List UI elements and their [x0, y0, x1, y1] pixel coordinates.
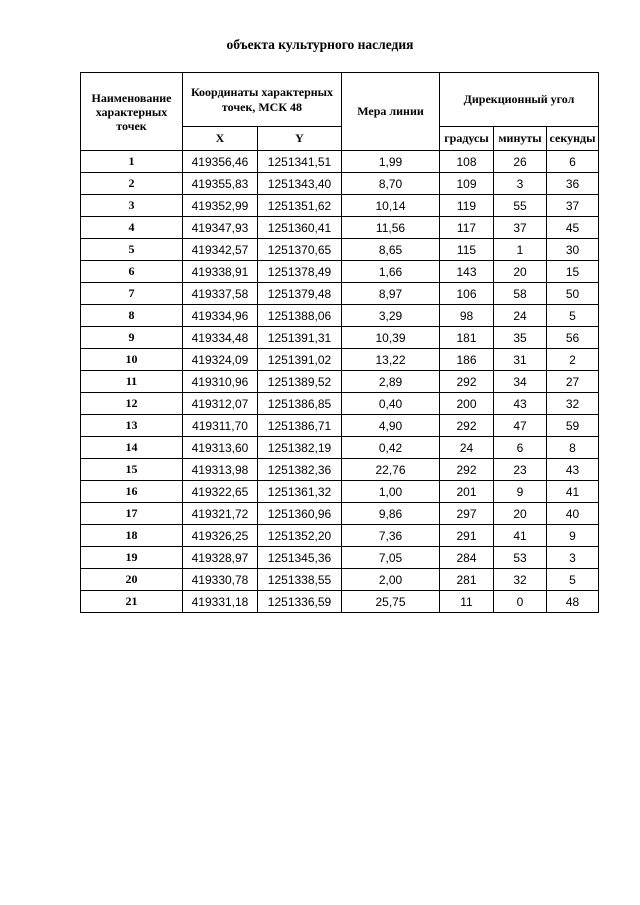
- table-row: [81, 151, 599, 173]
- cell-x: 419328,97: [183, 547, 258, 569]
- cell-minutes: 32: [494, 569, 547, 591]
- cell-minutes: 41: [494, 525, 547, 547]
- cell-seconds: 3: [547, 547, 599, 569]
- table-row: [81, 503, 599, 525]
- cell-line-measure: 7,36: [342, 525, 440, 547]
- cell-x: 419334,96: [183, 305, 258, 327]
- cell-minutes: 20: [494, 503, 547, 525]
- cell-degrees: 292: [440, 459, 494, 481]
- cell-x: 419352,99: [183, 195, 258, 217]
- cell-degrees: 106: [440, 283, 494, 305]
- cell-line-measure: 1,66: [342, 261, 440, 283]
- cell-x: 419334,48: [183, 327, 258, 349]
- cell-minutes: 6: [494, 437, 547, 459]
- cell-seconds: 37: [547, 195, 599, 217]
- cell-minutes: 58: [494, 283, 547, 305]
- cell-minutes: 20: [494, 261, 547, 283]
- table-row: [81, 547, 599, 569]
- cell-y: 1251360,96: [258, 503, 342, 525]
- cell-seconds: 6: [547, 151, 599, 173]
- cell-point-number: 1: [81, 151, 183, 173]
- table-row: [81, 437, 599, 459]
- cell-x: 419337,58: [183, 283, 258, 305]
- table-header: [81, 73, 599, 151]
- cell-x: 419324,09: [183, 349, 258, 371]
- cell-y: 1251386,85: [258, 393, 342, 415]
- cell-point-number: 11: [81, 371, 183, 393]
- cell-y: 1251370,65: [258, 239, 342, 261]
- cell-y: 1251379,48: [258, 283, 342, 305]
- cell-degrees: 181: [440, 327, 494, 349]
- cell-point-number: 19: [81, 547, 183, 569]
- cell-minutes: 3: [494, 173, 547, 195]
- cell-seconds: 50: [547, 283, 599, 305]
- cell-line-measure: 7,05: [342, 547, 440, 569]
- cell-line-measure: 2,89: [342, 371, 440, 393]
- cell-minutes: 26: [494, 151, 547, 173]
- cell-seconds: 36: [547, 173, 599, 195]
- cell-degrees: 186: [440, 349, 494, 371]
- cell-point-number: 21: [81, 591, 183, 613]
- cell-x: 419312,07: [183, 393, 258, 415]
- cell-line-measure: 9,86: [342, 503, 440, 525]
- cell-seconds: 43: [547, 459, 599, 481]
- cell-line-measure: 10,39: [342, 327, 440, 349]
- cell-degrees: 108: [440, 151, 494, 173]
- table-row: [81, 415, 599, 437]
- cell-y: 1251345,36: [258, 547, 342, 569]
- cell-x: 419313,60: [183, 437, 258, 459]
- cell-point-number: 8: [81, 305, 183, 327]
- cell-y: 1251343,40: [258, 173, 342, 195]
- cell-y: 1251361,32: [258, 481, 342, 503]
- cell-point-number: 13: [81, 415, 183, 437]
- cell-minutes: 24: [494, 305, 547, 327]
- cell-seconds: 45: [547, 217, 599, 239]
- cell-line-measure: 0,40: [342, 393, 440, 415]
- table-body: [81, 151, 599, 613]
- cell-minutes: 0: [494, 591, 547, 613]
- cell-degrees: 98: [440, 305, 494, 327]
- cell-y: 1251389,52: [258, 371, 342, 393]
- cell-point-number: 4: [81, 217, 183, 239]
- cell-minutes: 37: [494, 217, 547, 239]
- header-degrees: градусы: [440, 127, 494, 151]
- page-title: объекта культурного наследия: [226, 37, 414, 52]
- cell-degrees: 292: [440, 415, 494, 437]
- cell-x: 419311,70: [183, 415, 258, 437]
- cell-y: 1251336,59: [258, 591, 342, 613]
- cell-minutes: 23: [494, 459, 547, 481]
- cell-y: 1251386,71: [258, 415, 342, 437]
- table-row: [81, 349, 599, 371]
- cell-point-number: 3: [81, 195, 183, 217]
- cell-degrees: 201: [440, 481, 494, 503]
- cell-y: 1251378,49: [258, 261, 342, 283]
- cell-x: 419322,65: [183, 481, 258, 503]
- cell-line-measure: 3,29: [342, 305, 440, 327]
- cell-x: 419313,98: [183, 459, 258, 481]
- cell-line-measure: 8,65: [342, 239, 440, 261]
- cell-minutes: 34: [494, 371, 547, 393]
- cell-line-measure: 4,90: [342, 415, 440, 437]
- cell-point-number: 12: [81, 393, 183, 415]
- header-x: X: [183, 127, 258, 151]
- cell-point-number: 9: [81, 327, 183, 349]
- cell-minutes: 35: [494, 327, 547, 349]
- cell-line-measure: 0,42: [342, 437, 440, 459]
- cell-point-number: 6: [81, 261, 183, 283]
- cell-minutes: 43: [494, 393, 547, 415]
- cell-y: 1251382,36: [258, 459, 342, 481]
- cell-y: 1251391,02: [258, 349, 342, 371]
- cell-point-number: 5: [81, 239, 183, 261]
- cell-line-measure: 13,22: [342, 349, 440, 371]
- cell-line-measure: 25,75: [342, 591, 440, 613]
- cell-x: 419356,46: [183, 151, 258, 173]
- cell-minutes: 53: [494, 547, 547, 569]
- cell-seconds: 32: [547, 393, 599, 415]
- table-row: [81, 239, 599, 261]
- cell-point-number: 14: [81, 437, 183, 459]
- cell-seconds: 2: [547, 349, 599, 371]
- cell-point-number: 20: [81, 569, 183, 591]
- table-row: [81, 283, 599, 305]
- cell-y: 1251341,51: [258, 151, 342, 173]
- cell-line-measure: 2,00: [342, 569, 440, 591]
- cell-y: 1251382,19: [258, 437, 342, 459]
- cell-degrees: 143: [440, 261, 494, 283]
- cell-line-measure: 22,76: [342, 459, 440, 481]
- header-line-measure: Мера линии: [342, 73, 440, 151]
- cell-seconds: 8: [547, 437, 599, 459]
- cell-point-number: 16: [81, 481, 183, 503]
- header-direction-angle: Дирекционный угол: [440, 73, 599, 127]
- cell-x: 419310,96: [183, 371, 258, 393]
- cell-line-measure: 8,70: [342, 173, 440, 195]
- table-row: [81, 327, 599, 349]
- table-row: [81, 481, 599, 503]
- cell-degrees: 284: [440, 547, 494, 569]
- cell-y: 1251352,20: [258, 525, 342, 547]
- cell-seconds: 27: [547, 371, 599, 393]
- header-seconds: секунды: [547, 127, 599, 151]
- header-coordinates: Координаты характерных точек, МСК 48: [183, 73, 342, 127]
- cell-line-measure: 1,99: [342, 151, 440, 173]
- cell-degrees: 291: [440, 525, 494, 547]
- table-row: [81, 173, 599, 195]
- cell-degrees: 200: [440, 393, 494, 415]
- cell-x: 419342,57: [183, 239, 258, 261]
- header-y: Y: [258, 127, 342, 151]
- cell-y: 1251360,41: [258, 217, 342, 239]
- cell-degrees: 117: [440, 217, 494, 239]
- cell-x: 419330,78: [183, 569, 258, 591]
- cell-seconds: 30: [547, 239, 599, 261]
- cell-y: 1251391,31: [258, 327, 342, 349]
- cell-degrees: 11: [440, 591, 494, 613]
- cell-x: 419321,72: [183, 503, 258, 525]
- table-row: [81, 261, 599, 283]
- cell-degrees: 297: [440, 503, 494, 525]
- cell-degrees: 115: [440, 239, 494, 261]
- table-row: [81, 195, 599, 217]
- cell-minutes: 47: [494, 415, 547, 437]
- cell-seconds: 40: [547, 503, 599, 525]
- cell-x: 419347,93: [183, 217, 258, 239]
- coordinates-table: [80, 72, 599, 613]
- cell-x: 419338,91: [183, 261, 258, 283]
- cell-minutes: 31: [494, 349, 547, 371]
- cell-x: 419355,83: [183, 173, 258, 195]
- cell-point-number: 18: [81, 525, 183, 547]
- table-row: [81, 217, 599, 239]
- cell-point-number: 7: [81, 283, 183, 305]
- cell-degrees: 292: [440, 371, 494, 393]
- table-row: [81, 305, 599, 327]
- cell-seconds: 41: [547, 481, 599, 503]
- cell-x: 419331,18: [183, 591, 258, 613]
- cell-minutes: 1: [494, 239, 547, 261]
- cell-seconds: 48: [547, 591, 599, 613]
- cell-minutes: 55: [494, 195, 547, 217]
- cell-seconds: 9: [547, 525, 599, 547]
- cell-seconds: 59: [547, 415, 599, 437]
- cell-y: 1251388,06: [258, 305, 342, 327]
- cell-point-number: 2: [81, 173, 183, 195]
- cell-seconds: 5: [547, 305, 599, 327]
- cell-x: 419326,25: [183, 525, 258, 547]
- cell-y: 1251338,55: [258, 569, 342, 591]
- header-minutes: минуты: [494, 127, 547, 151]
- header-point-name: Наименование характерных точек: [81, 73, 183, 151]
- table-row: [81, 525, 599, 547]
- cell-minutes: 9: [494, 481, 547, 503]
- cell-degrees: 119: [440, 195, 494, 217]
- cell-line-measure: 10,14: [342, 195, 440, 217]
- cell-degrees: 281: [440, 569, 494, 591]
- cell-line-measure: 11,56: [342, 217, 440, 239]
- cell-degrees: 24: [440, 437, 494, 459]
- table-row: [81, 393, 599, 415]
- cell-line-measure: 1,00: [342, 481, 440, 503]
- cell-degrees: 109: [440, 173, 494, 195]
- cell-point-number: 15: [81, 459, 183, 481]
- cell-line-measure: 8,97: [342, 283, 440, 305]
- cell-seconds: 56: [547, 327, 599, 349]
- table-row: [81, 591, 599, 613]
- cell-point-number: 10: [81, 349, 183, 371]
- cell-point-number: 17: [81, 503, 183, 525]
- cell-seconds: 5: [547, 569, 599, 591]
- table-row: [81, 569, 599, 591]
- cell-y: 1251351,62: [258, 195, 342, 217]
- table-row: [81, 459, 599, 481]
- table-row: [81, 371, 599, 393]
- cell-seconds: 15: [547, 261, 599, 283]
